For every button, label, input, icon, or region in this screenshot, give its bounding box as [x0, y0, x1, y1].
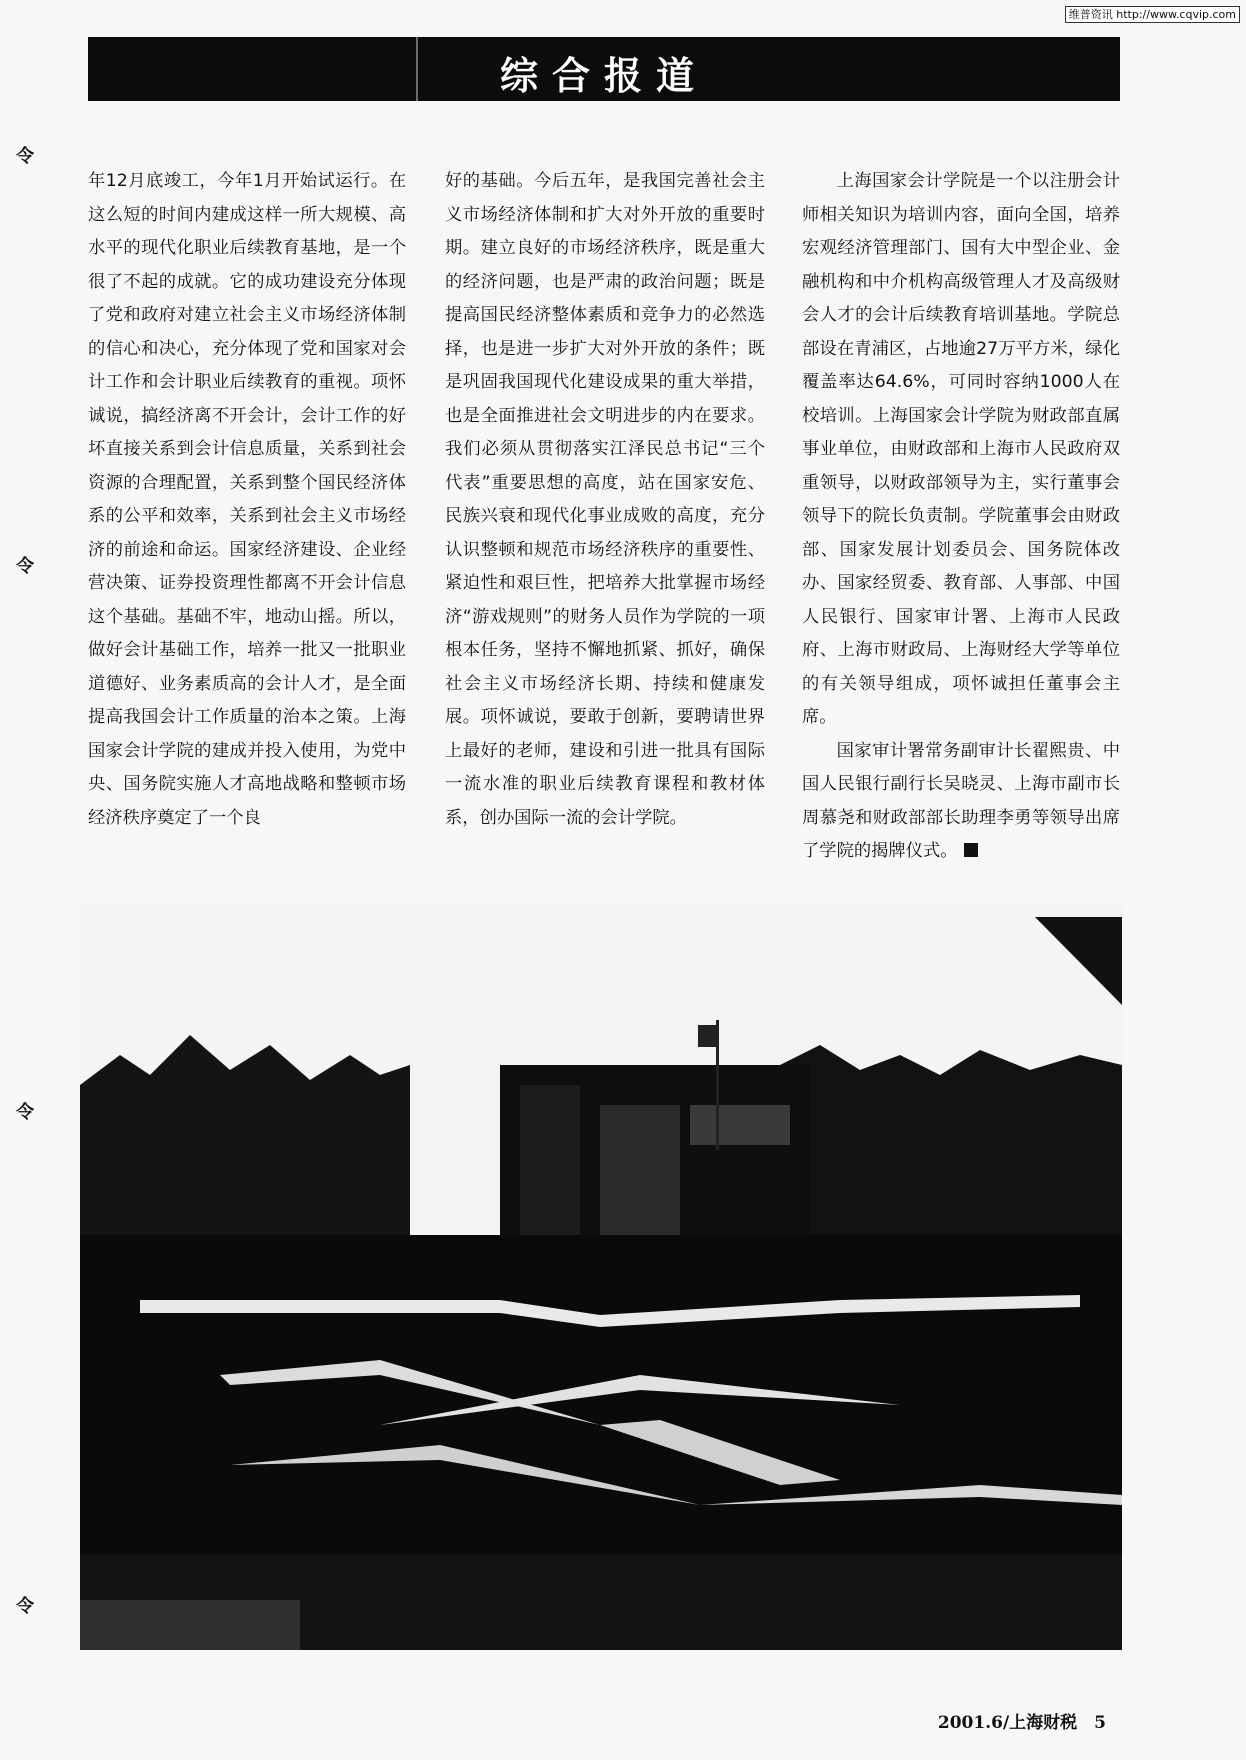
section-title: 综合报道 [499, 53, 708, 98]
source-watermark: 维普资讯 http://www.cqvip.com [1065, 6, 1240, 23]
margin-punch-mark: 令 [16, 146, 34, 167]
margin-punch-mark: 令 [16, 1102, 34, 1123]
article-column-2 [445, 165, 765, 835]
column-2-text: 好的基础。今后五年，是我国完善社会主义市场经济体制和扩大对外开放的重要时期。建立良好的市场经济秩序，既是重大的经济问题，也是严肃的政治问题；既是提高国民经济整体素质和竞争力的必然选择，也是进一步扩大对外开放的条件；既是巩固我国现代化建设成果的重大举措，也是全面推进社会文明进步的内在要求。我们必须从贯彻落实江泽民总书记“三个代表”重要思想的高度，站在国家安危、民族兴衰和现代化事业成败的高度，充分认识整顿和规范市场经济秩序的重要性、紧迫性和艰巨性，把培养大批掌握市场经济“游戏规则”的财务人员作为学院的一项根本任务，坚持不懈地抓紧、抓好，确保社会主义市场经济长期、持续和健康发展。项怀诚说，要敢于创新，要聘请世界上最好的老师，建设和引进一批具有国际一流水准的职业后续教育课程和教材体系，创办国际一流的会计学院。 [445, 171, 765, 828]
article-column-3 [802, 165, 1120, 869]
column-3-paragraph-2-text: 国家审计署常务副审计长翟熙贵、中国人民银行副行长吴晓灵、上海市副市长周慕尧和财政部部长助理李勇等领导出席了学院的揭牌仪式。 [802, 740, 1120, 861]
margin-punch-mark: 令 [16, 556, 34, 577]
margin-punch-mark: 令 [16, 1596, 34, 1617]
column-3-paragraph-2 [802, 735, 1120, 869]
column-3-paragraph-1: 上海国家会计学院是一个以注册会计师相关知识为培训内容，面向全国，培养宏观经济管理部门、国有大中型企业、金融机构和中介机构高级管理人才及高级财会人才的会计后续教育培训基地。学院总部设在青浦区，占地逾27万平方米，绿化覆盖率达64.6%，可同时容纳1000人在校培训。上海国家会计学院为财政部直属事业单位，由财政部和上海市人民政府双重领导，以财政部领导为主，实行董事会领导下的院长负责制。学院董事会由财政部、国家发展计划委员会、国务院体改办、国家经贸委、教育部、人事部、中国人民银行、国家审计署、上海市人民政府、上海市财政局、上海财经大学等单位的有关领导组成，项怀诚担任董事会主席。 [802, 171, 1120, 727]
article-end-mark [964, 843, 978, 857]
column-1-text: 年12月底竣工，今年1月开始试运行。在这么短的时间内建成这样一所大规模、高水平的现代化职业后续教育基地，是一个很了不起的成就。它的成功建设充分体现了党和政府对建立社会主义市场经济体制的信心和决心，充分体现了党和国家对会计工作和会计职业后续教育的重视。项怀诚说，搞经济离不开会计，会计工作的好坏直接关系到会计信息质量，关系到社会资源的合理配置，关系到整个国民经济体系的公平和效率，关系到社会主义市场经济的前途和命运。国家经济建设、企业经营决策、证券投资理性都离不开会计信息这个基础。基础不牢，地动山摇。所以，做好会计基础工作，培养一批又一批职业道德好、业务素质高的会计人才，是全面提高我国会计工作质量的治本之策。上海国家会计学院的建成并投入使用，为党中央、国务院实施人才高地战略和整顿市场经济秩序奠定了一个良 [88, 171, 406, 828]
article-column-1 [88, 165, 406, 835]
campus-photo [80, 905, 1122, 1650]
section-header-bar [88, 37, 1120, 101]
page-footer: 2001.6/上海财税 5 [937, 1713, 1106, 1733]
